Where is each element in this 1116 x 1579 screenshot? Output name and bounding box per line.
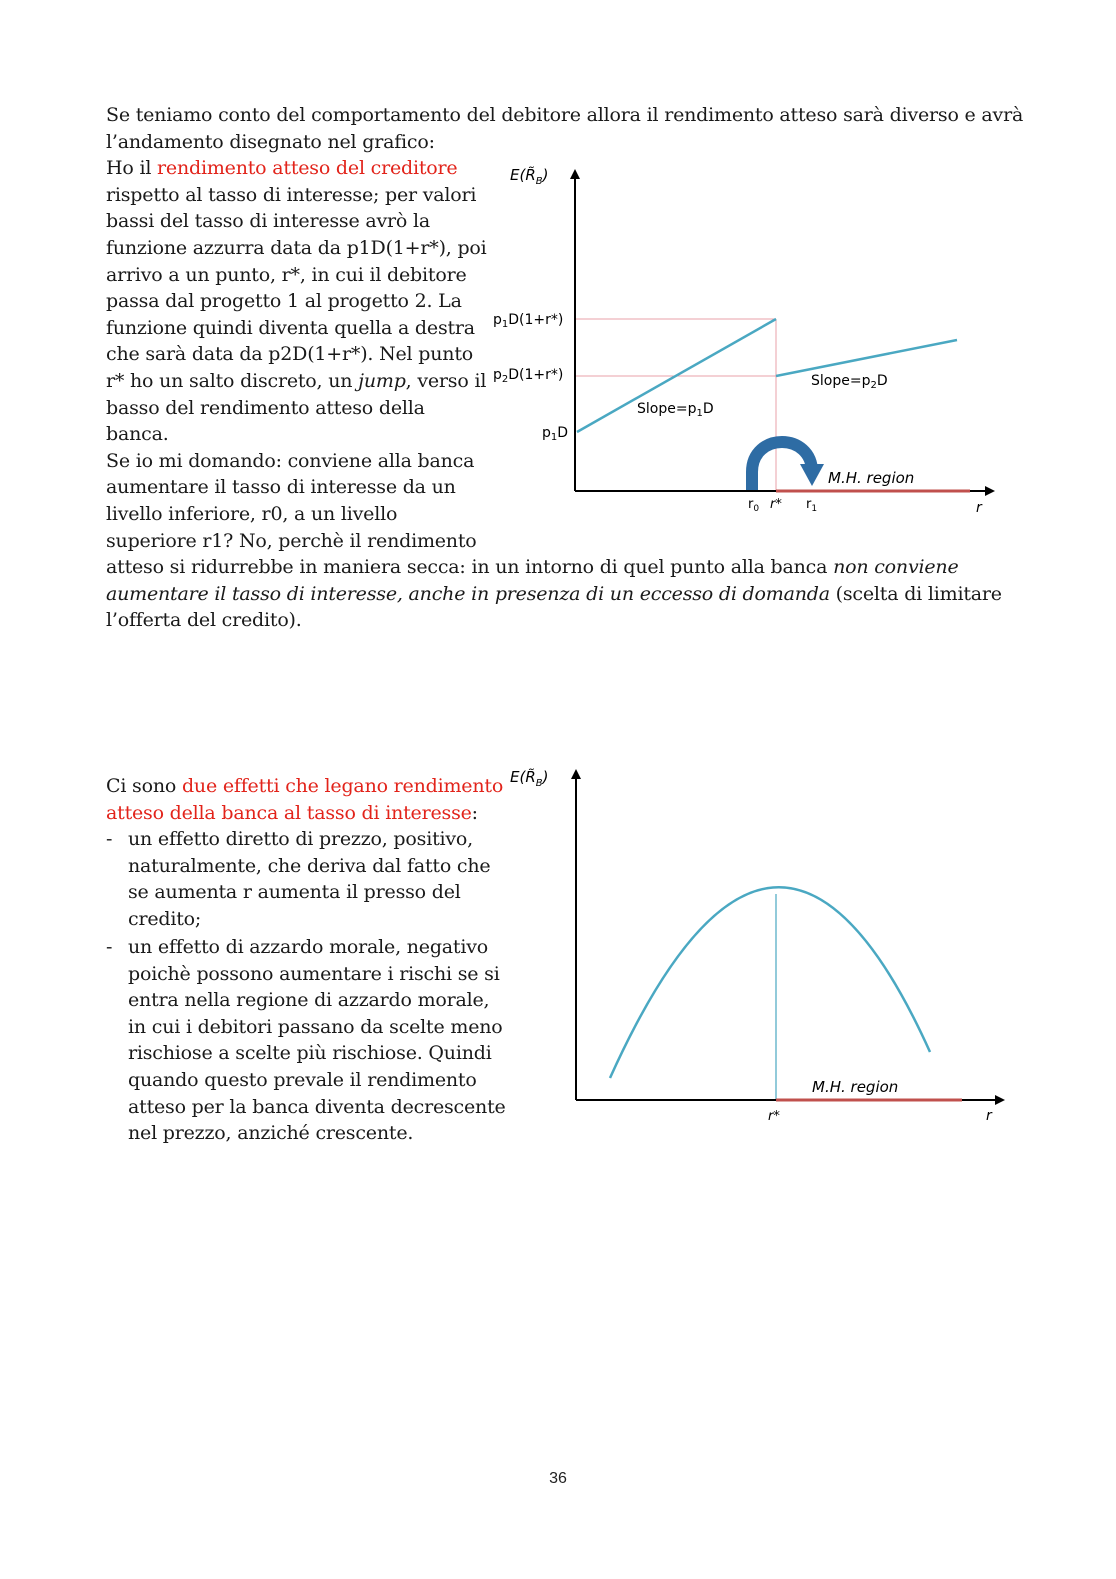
- text-line: [106, 800, 503, 827]
- text-line: che sarà data da p2D(1+r*). Nel punto: [106, 343, 473, 366]
- text-line: in cui i debitori passano da scelte meno: [128, 1015, 503, 1038]
- text-line: entra nella regione di azzardo morale,: [128, 989, 490, 1012]
- highlight-text: atteso della banca al tasso di interesse: [106, 801, 472, 824]
- text-line: banca.: [106, 423, 169, 446]
- text-line: quando questo prevale il rendimento: [128, 1068, 477, 1091]
- text-line: un effetto di azzardo morale, negativo: [128, 936, 489, 958]
- page-number: 36: [549, 1470, 567, 1487]
- paragraph-effects: [106, 773, 503, 826]
- bullet-dash: -: [106, 936, 113, 958]
- chart-return-hump: [500, 760, 1020, 1140]
- tick-label-p2d1r: $p_2D(1+r*)$: [493, 367, 564, 385]
- bullet-dash: -: [106, 828, 113, 850]
- text-span: Ho il: [106, 157, 158, 180]
- chart-return-jump: [480, 160, 1010, 530]
- text-line: basso del rendimento atteso della: [106, 396, 425, 419]
- slope-label-project2: $Slope=p_2D$: [811, 373, 888, 391]
- text-line: l’andamento disegnato nel grafico:: [106, 130, 435, 153]
- emphasis-text: non conviene: [833, 556, 959, 579]
- mh-region-label: M.H. region: [812, 1078, 899, 1096]
- text-span: atteso si ridurrebbe in maniera secca: in un intorno di quel punto alla banca: [106, 556, 834, 579]
- text-span: :: [471, 801, 478, 824]
- jump-arrow-icon: [752, 442, 812, 490]
- text-line: arrivo a un punto, r*, in cui il debitore: [106, 263, 467, 286]
- text-span: r* ho un salto discreto, un: [106, 369, 359, 392]
- tick-label-r1: $r_1$: [806, 497, 818, 514]
- text-line: credito;: [128, 907, 202, 930]
- text-line: naturalmente, che deriva dal fatto che: [128, 854, 491, 877]
- text-line: Se teniamo conto del comportamento del debitore allora il rendimento atteso sarà diverso e avrà: [106, 104, 1024, 126]
- text-line: l’offerta del credito).: [106, 609, 302, 632]
- text-line: poichè possono aumentare i rischi se si: [128, 962, 500, 985]
- tick-label-rstar: r*: [770, 497, 782, 512]
- y-axis-label: $E(R̃_B)$: [510, 166, 549, 187]
- return-curve: [610, 887, 930, 1078]
- text-line: [106, 581, 1023, 608]
- highlight-text: due effetti che legano rendimento: [181, 775, 504, 797]
- tick-label-rstar: r*: [768, 1109, 780, 1124]
- bullet-item: [106, 934, 506, 1147]
- text-line: aumentare il tasso di interesse da un: [106, 476, 456, 499]
- mh-region-label: M.H. region: [828, 469, 915, 487]
- highlight-text: rendimento atteso del creditore: [157, 157, 458, 180]
- tick-label-p1d: $p_1D$: [542, 425, 569, 443]
- slope-label-project1: $Slope=p_1D$: [637, 401, 714, 419]
- text-line: atteso per la banca diventa decrescente: [128, 1095, 506, 1118]
- text-line: funzione quindi diventa quella a destra: [106, 316, 475, 339]
- x-axis-label: r: [976, 500, 982, 516]
- text-span: , verso il: [405, 369, 487, 392]
- text-line: superiore r1? No, perchè il rendimento: [106, 529, 477, 552]
- text-line: Se io mi domando: conviene alla banca: [106, 449, 475, 472]
- text-line: funzione azzurra data da p1D(1+r*), poi: [106, 236, 487, 259]
- tick-label-r0: $r_0$: [748, 497, 760, 514]
- y-axis-label: $E(R̃_B)$: [510, 768, 549, 789]
- text-line: [106, 554, 1023, 581]
- text-span: Ci sono: [106, 775, 182, 797]
- text-line: se aumenta r aumenta il presso del: [128, 881, 461, 904]
- text-line: nel prezzo, anziché crescente.: [128, 1122, 414, 1145]
- x-axis-label: r: [986, 1108, 992, 1124]
- tick-label-p1d1r: $p_1D(1+r*)$: [493, 312, 564, 330]
- text-line: un effetto diretto di prezzo, positivo,: [128, 828, 473, 850]
- text-line: rispetto al tasso di interesse; per valori: [106, 183, 477, 206]
- emphasis-text: aumentare il tasso di interesse, anche in presenza di un eccesso di domanda: [106, 582, 830, 605]
- text-line: livello inferiore, r0, a un livello: [106, 502, 398, 525]
- text-line: [106, 773, 503, 800]
- text-line: rischiose a scelte più rischiose. Quindi: [128, 1042, 492, 1065]
- text-span: (scelta di limitare: [829, 582, 1002, 605]
- return-line-project2: [776, 340, 957, 376]
- bullet-item: [106, 826, 506, 932]
- text-line: passa dal progetto 1 al progetto 2. La: [106, 290, 462, 313]
- emphasis-text: jump: [358, 369, 406, 392]
- text-line: bassi del tasso di interesse avrò la: [106, 210, 430, 233]
